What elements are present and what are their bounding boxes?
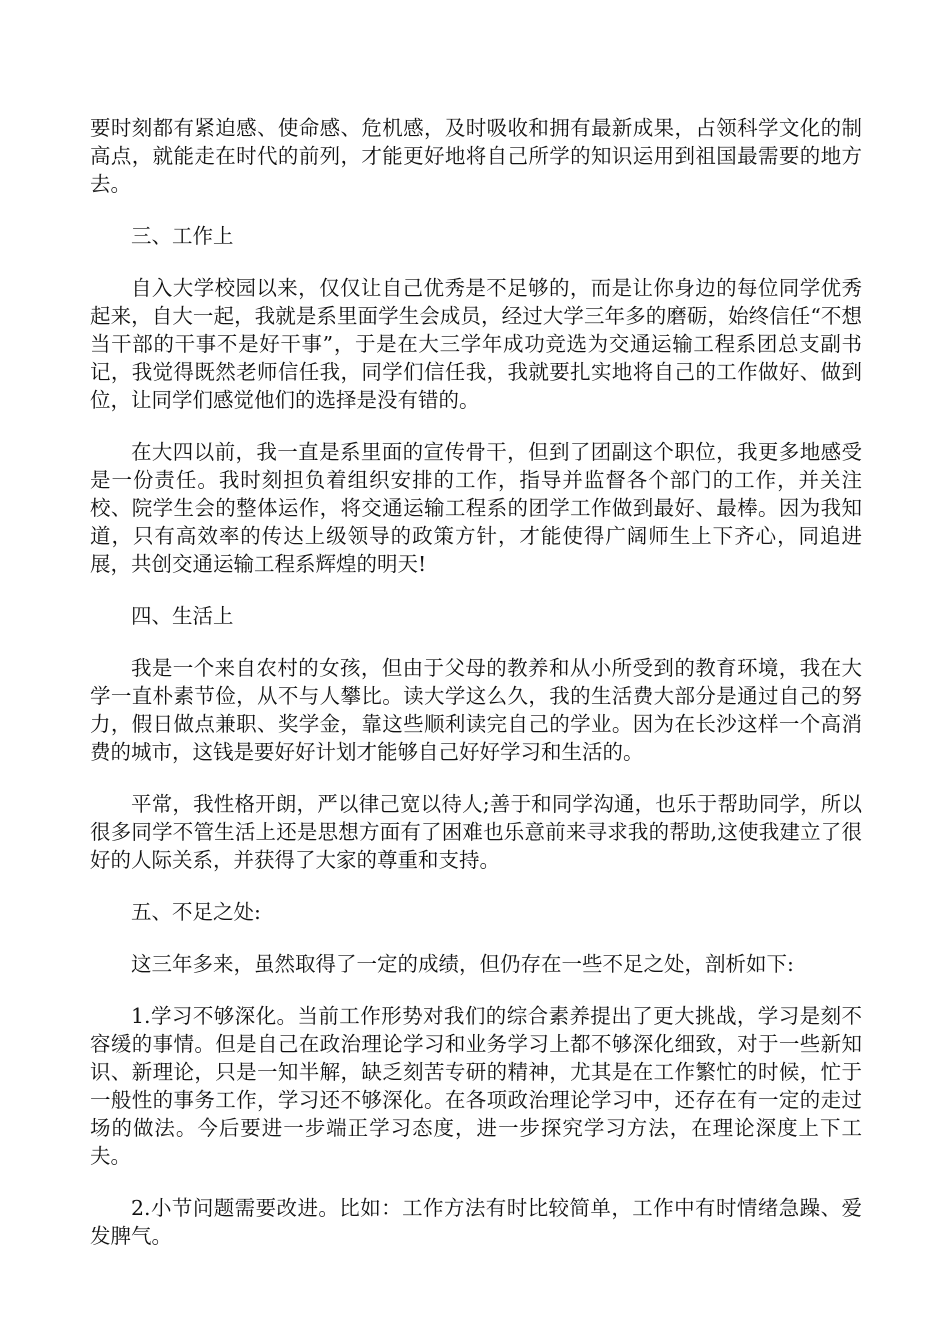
paragraph-shortcoming-2: 2.小节问题需要改进。比如：工作方法有时比较简单，工作中有时情绪急躁、爱发脾气。 xyxy=(90,1196,862,1248)
document-body xyxy=(90,114,862,1274)
section-heading-shortcomings: 五、不足之处: xyxy=(131,900,261,924)
paragraph-shortcomings-intro: 这三年多来，虽然取得了一定的成绩，但仍存在一些不足之处，剖析如下: xyxy=(131,952,794,976)
paragraph-shortcoming-1: 1.学习不够深化。当前工作形势对我们的综合素养提出了更大挑战，学习是刻不容缓的事情。但是自己在政治理论学习和业务学习上都不够深化细致，对于一些新知识、新理论，只是一知半解，缺乏刻苦专研的精神，尤其是在工作繁忙的时候，忙于一般性的事务工作，学习还不够深化。在各项政治理论学习中，还存在有一定的走过场的做法。今后要进一步端正学习态度，进一步探究学习方法，在理论深度上下工夫。 xyxy=(90,1004,862,1168)
paragraph-life-1: 我是一个来自农村的女孩，但由于父母的教养和从小所受到的教育环境，我在大学一直朴素节俭，从不与人攀比。读大学这么久，我的生活费大部分是通过自己的努力，假日做点兼职、奖学金，靠这些顺利读完自己的学业。因为在长沙这样一个高消费的城市，这钱是要好好计划才能够自己好好学习和生活的。 xyxy=(90,656,862,764)
section-heading-life: 四、生活上 xyxy=(131,604,234,628)
section-heading-work: 三、工作上 xyxy=(131,224,234,248)
paragraph-intro-continuation: 要时刻都有紧迫感、使命感、危机感，及时吸收和拥有最新成果，占领科学文化的制高点，就能走在时代的前列，才能更好地将自己所学的知识运用到祖国最需要的地方去。 xyxy=(90,116,862,196)
paragraph-life-2: 平常，我性格开朗，严以律己宽以待人;善于和同学沟通，也乐于帮助同学，所以很多同学不管生活上还是思想方面有了困难也乐意前来寻求我的帮助,这使我建立了很好的人际关系，并获得了大家的尊重和支持。 xyxy=(90,792,862,872)
paragraph-work-2: 在大四以前，我一直是系里面的宣传骨干，但到了团副这个职位，我更多地感受是一份责任。我时刻担负着组织安排的工作，指导并监督各个部门的工作，并关注校、院学生会的整体运作，将交通运输工程系的团学工作做到最好、最棒。因为我知道，只有高效率的传达上级领导的政策方针，才能使得广阔师生上下齐心，同追进展，共创交通运输工程系辉煌的明天! xyxy=(90,440,862,576)
paragraph-work-1: 自入大学校园以来，仅仅让自己优秀是不足够的，而是让你身边的每位同学优秀起来，自大一起，我就是系里面学生会成员，经过大学三年多的磨砺，始终信任“不想当干部的干事不是好干事”，于是在大三学年成功竞选为交通运输工程系团总支副书记，我觉得既然老师信任我，同学们信任我，我就要扎实地将自己的工作做好、做到位，让同学们感觉他们的选择是没有错的。 xyxy=(90,276,862,412)
